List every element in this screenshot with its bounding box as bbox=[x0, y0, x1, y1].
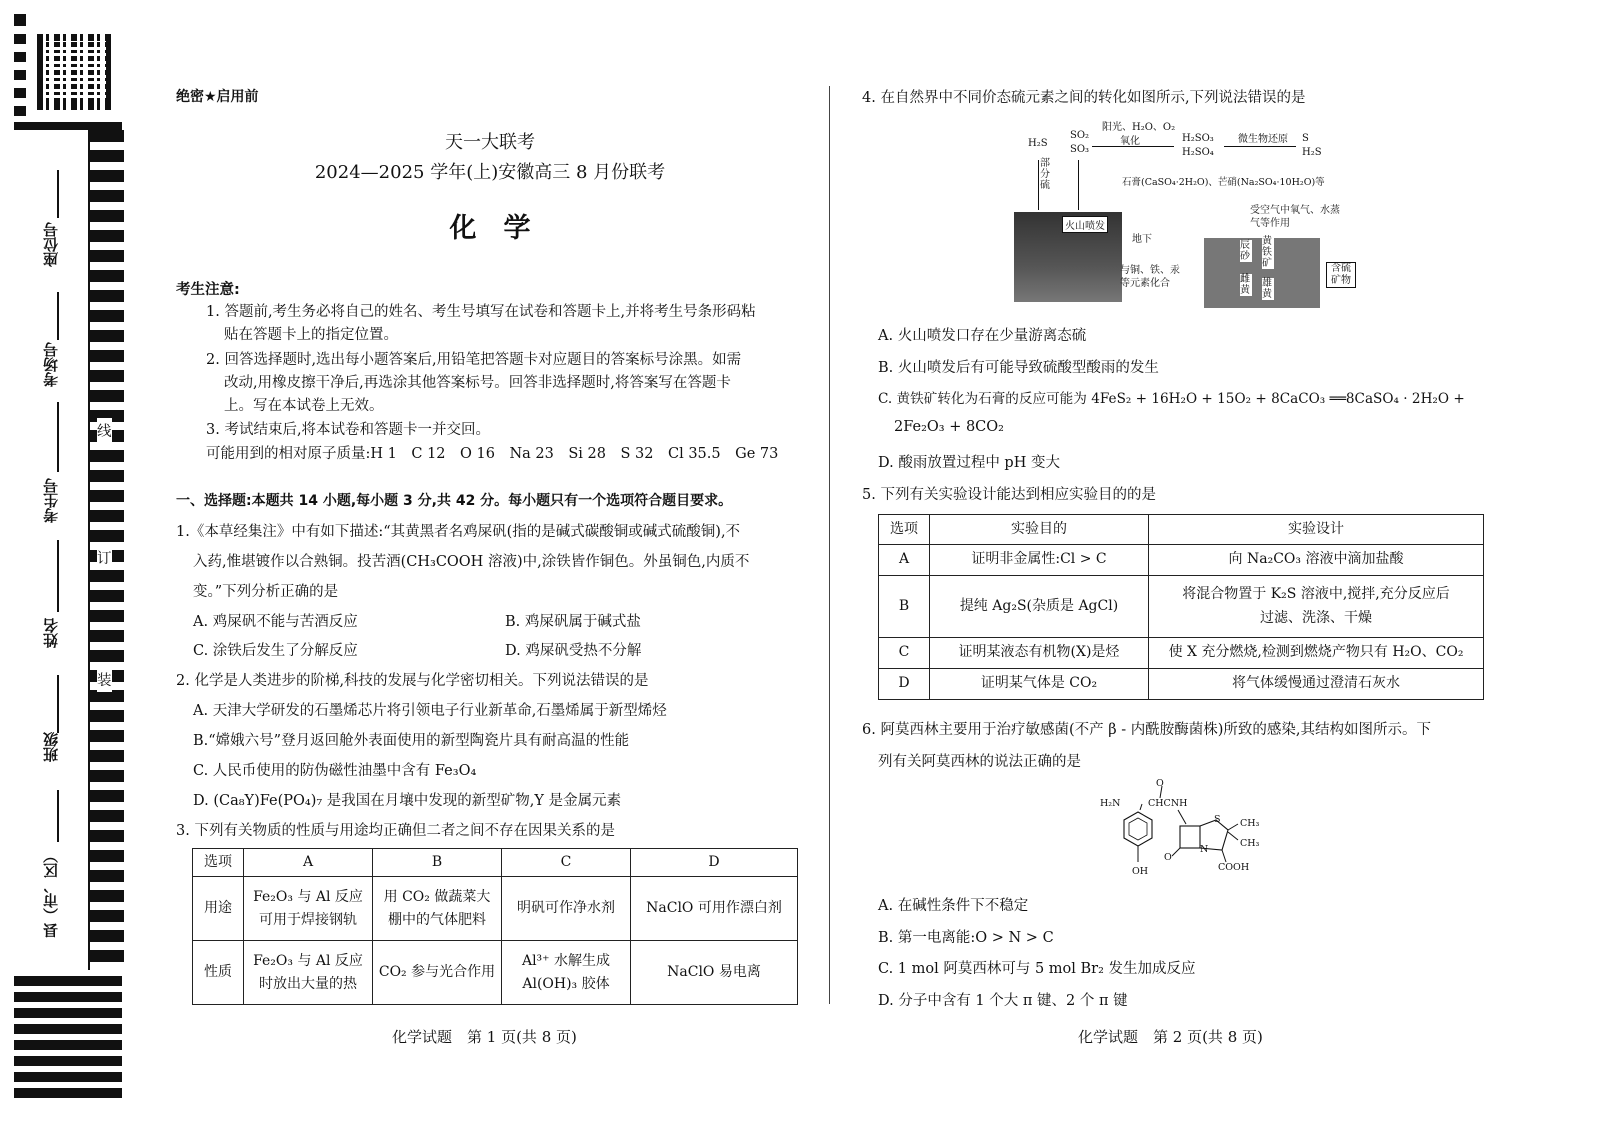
atom-s: S bbox=[1214, 814, 1221, 825]
atom-chcnh: CHCNH bbox=[1148, 798, 1188, 809]
q5-cell: 将气体缓慢通过澄清石灰水 bbox=[1149, 669, 1484, 700]
q4-option-c-cont: 2Fe₂O₃ + 8CO₂ bbox=[894, 419, 1004, 435]
footer-left: 化学试题 第 1 页(共 8 页) bbox=[392, 1028, 577, 1046]
org-title: 天一大联考 bbox=[445, 132, 535, 153]
q5-cell: 证明某液态有机物(X)是烃 bbox=[930, 638, 1149, 669]
q2-option-d: D. (Ca₈Y)Fe(PO₄)₇ 是我国在月壤中发现的新型矿物,Y 是金属元素 bbox=[193, 793, 622, 809]
name-label: 姓名 bbox=[42, 618, 60, 648]
atom-oh: OH bbox=[1132, 866, 1149, 877]
q3-cell: NaClO 可用作漂白剂 bbox=[631, 877, 798, 941]
q5-cell: 使 X 充分燃烧,检测到燃烧产物只有 H₂O、CO₂ bbox=[1149, 638, 1484, 669]
notice-line: 2. 回答选择题时,选出每小题答案后,用铅笔把答题卡对应题目的答案标号涂黑。如需 bbox=[206, 352, 742, 368]
page-divider bbox=[829, 86, 830, 1004]
arrow2-label: 微生物还原 bbox=[1238, 134, 1288, 145]
q5-stem: 5. 下列有关实验设计能达到相应实验目的的是 bbox=[862, 487, 1156, 503]
q5-table bbox=[878, 514, 1484, 700]
q1-option-b: B. 鸡屎矾属于碱式盐 bbox=[505, 614, 641, 630]
q3-cell: 性质 bbox=[193, 941, 244, 1005]
q4-option-d: D. 酸雨放置过程中 pH 变大 bbox=[878, 455, 1060, 471]
q5-header: 实验目的 bbox=[930, 515, 1149, 545]
h2s-left: H₂S bbox=[1028, 138, 1048, 149]
q3-cell: 用途 bbox=[193, 877, 244, 941]
underground: 地下 bbox=[1132, 234, 1152, 245]
cut-mark-xian: 线 bbox=[97, 418, 112, 443]
q1-line: 变。”下列分析正确的是 bbox=[193, 584, 339, 600]
q6-option-a: A. 在碱性条件下不稳定 bbox=[878, 898, 1029, 914]
q5-cell: C bbox=[879, 638, 930, 669]
minerals-label: 含硫矿物 bbox=[1326, 262, 1356, 288]
footer-right: 化学试题 第 2 页(共 8 页) bbox=[1078, 1028, 1263, 1046]
q5-cell: 提纯 Ag₂S(杂质是 AgCl) bbox=[930, 576, 1149, 638]
gypsum: 石膏(CaSO₄·2H₂O)、芒硝(Na₂SO₄·10H₂O)等 bbox=[1122, 177, 1325, 188]
mineral-4: 雄黄 bbox=[1262, 278, 1272, 300]
atom-n: N bbox=[1200, 844, 1209, 855]
q6-option-b: B. 第一电离能:O > N > C bbox=[878, 930, 1054, 946]
section-heading: 一、选择题:本题共 14 小题,每小题 3 分,共 42 分。每小题只有一个选项符合题目要求。 bbox=[176, 493, 733, 509]
q6-stem-cont: 列有关阿莫西林的说法正确的是 bbox=[878, 754, 1081, 770]
notice-line: 贴在答题卡上的指定位置。 bbox=[224, 327, 398, 343]
combine-label: 与铜、铁、汞等元素化合 bbox=[1120, 265, 1180, 289]
q5-header: 选项 bbox=[879, 515, 930, 545]
q1-option-d: D. 鸡屎矾受热不分解 bbox=[505, 643, 642, 659]
atom-ch3b: CH₃ bbox=[1240, 838, 1260, 849]
secret-mark: 绝密★启用前 bbox=[176, 89, 259, 105]
so2-so3: SO₂ SO₃ bbox=[1070, 130, 1090, 155]
q3-cell: NaClO 易电离 bbox=[631, 941, 798, 1005]
mineral-2: 黄铁矿 bbox=[1262, 236, 1272, 269]
q3-header: C bbox=[502, 849, 631, 877]
q4-stem: 4. 在自然界中不同价态硫元素之间的转化如图所示,下列说法错误的是 bbox=[862, 90, 1306, 106]
q5-cell: A bbox=[879, 545, 930, 576]
atomic-masses: 可能用到的相对原子质量:H 1 C 12 O 16 Na 23 Si 28 S 32 Cl 35.5 Ge 73 bbox=[206, 446, 779, 462]
qr-inner bbox=[44, 41, 106, 103]
atom-o2: O bbox=[1164, 852, 1172, 863]
q5-cell: 证明某气体是 CO₂ bbox=[930, 669, 1149, 700]
arrow-up-2 bbox=[1078, 160, 1079, 210]
q4-option-b: B. 火山喷发后有可能导致硫酸型酸雨的发生 bbox=[878, 360, 1159, 376]
q6-option-d: D. 分子中含有 1 个大 π 键、2 个 π 键 bbox=[878, 993, 1128, 1009]
q3-cell: CO₂ 参与光合作用 bbox=[373, 941, 502, 1005]
notice-line: 改动,用橡皮擦干净后,再选涂其他答案标号。回答非选择题时,将答案写在答题卡 bbox=[224, 375, 731, 391]
q1-option-a: A. 鸡屎矾不能与苦酒反应 bbox=[193, 614, 358, 630]
atom-cooh: COOH bbox=[1218, 862, 1250, 873]
volcano-label: 火山喷发 bbox=[1062, 216, 1108, 233]
q3-header: B bbox=[373, 849, 502, 877]
q3-cell: Fe₂O₃ 与 Al 反应可用于焊接钢轨 bbox=[244, 877, 373, 941]
binding-stripes-bottom bbox=[14, 976, 122, 1098]
partial-sulfur: 部分硫 bbox=[1040, 158, 1050, 191]
q5-header: 实验设计 bbox=[1149, 515, 1484, 545]
atom-o: O bbox=[1156, 778, 1164, 789]
q1-option-c: C. 涂铁后发生了分解反应 bbox=[193, 643, 358, 659]
room-line bbox=[57, 292, 59, 340]
seat-line bbox=[57, 170, 59, 218]
q3-cell: 明矾可作净水剂 bbox=[502, 877, 631, 941]
examinee-line bbox=[57, 402, 59, 472]
subject-title: 化 学 bbox=[449, 213, 531, 244]
q5-cell: 将混合物置于 K₂S 溶液中,搅拌,充分反应后过滤、洗涤、干燥 bbox=[1149, 576, 1484, 638]
q2-option-c: C. 人民币使用的防伪磁性油墨中含有 Fe₃O₄ bbox=[193, 763, 477, 779]
q2-stem: 2. 化学是人类进步的阶梯,科技的发展与化学密切相关。下列说法错误的是 bbox=[176, 673, 649, 689]
q2-option-b: B.“嫦娥六号”登月返回舱外表面使用的新型陶瓷片具有耐高温的性能 bbox=[193, 733, 630, 749]
mineral-1: 辰砂 bbox=[1240, 240, 1250, 262]
notice-title: 考生注意: bbox=[176, 282, 240, 298]
notice-line: 上。写在本试卷上无效。 bbox=[224, 398, 384, 414]
atom-ch3a: CH₃ bbox=[1240, 818, 1260, 829]
q4-option-c: C. 黄铁矿转化为石膏的反应可能为 4FeS₂ + 16H₂O + 15O₂ + 8CaCO₃ ══8CaSO₄ · 2H₂O + bbox=[878, 391, 1465, 407]
sulfur-cycle-diagram bbox=[1010, 112, 1360, 312]
arrow1-label-b: 氧化 bbox=[1120, 136, 1140, 147]
q6-stem: 6. 阿莫西林主要用于治疗敏感菌(不产 β - 内酰胺酶菌株)所致的感染,其结构如图所示。下 bbox=[862, 722, 1431, 738]
q3-stem: 3. 下列有关物质的性质与用途均正确但二者之间不存在因果关系的是 bbox=[176, 823, 615, 839]
arrow1-label: 阳光、H₂O、O₂ bbox=[1102, 122, 1176, 133]
class-line bbox=[57, 675, 59, 733]
mineral-3: 雌黄 bbox=[1240, 274, 1250, 296]
atom-h2n: H₂N bbox=[1100, 798, 1121, 809]
q1-line: 1.《本草经集注》中有如下描述:“其黄黑者名鸡屎矾(指的是碱式碳酸铜或碱式硫酸铜),不 bbox=[176, 524, 741, 540]
seat-label: 座位号 bbox=[42, 222, 60, 267]
county-line bbox=[57, 790, 59, 842]
notice-line: 3. 考试结束后,将本试卷和答题卡一并交回。 bbox=[206, 422, 491, 438]
class-label: 班级 bbox=[42, 732, 60, 762]
arrow-up bbox=[1038, 160, 1039, 210]
q3-cell: 用 CO₂ 做蔬菜大棚中的气体肥料 bbox=[373, 877, 502, 941]
q1-line: 入药,惟堪镀作以合熟铜。投苦酒(CH₃COOH 溶液)中,涂铁皆作铜色。外虽铜色,内质不 bbox=[193, 554, 750, 570]
q3-table bbox=[192, 848, 798, 1005]
q5-cell: D bbox=[879, 669, 930, 700]
q3-cell: Fe₂O₃ 与 Al 反应时放出大量的热 bbox=[244, 941, 373, 1005]
q3-cell: Al³⁺ 水解生成 Al(OH)₃ 胶体 bbox=[502, 941, 631, 1005]
weather-label: 受空气中氧气、水蒸气等作用 bbox=[1250, 205, 1340, 229]
name-line bbox=[57, 540, 59, 612]
q5-cell: 证明非金属性:Cl > C bbox=[930, 545, 1149, 576]
s-h2s: S H₂S bbox=[1302, 133, 1322, 158]
q5-cell: 向 Na₂CO₃ 溶液中滴加盐酸 bbox=[1149, 545, 1484, 576]
examinee-label: 考生号 bbox=[42, 478, 60, 523]
q3-header: D bbox=[631, 849, 798, 877]
h2so3-h2so4: H₂SO₃ H₂SO₄ bbox=[1182, 133, 1214, 158]
q6-option-c: C. 1 mol 阿莫西林可与 5 mol Br₂ 发生加成反应 bbox=[878, 961, 1196, 977]
q3-header: A bbox=[244, 849, 373, 877]
county-label: 县（市、区） bbox=[42, 848, 60, 938]
notice-line: 1. 答题前,考生务必将自己的姓名、考生号填写在试卷和答题卡上,并将考生号条形码粘 bbox=[206, 304, 756, 320]
cut-mark-ding: 订 bbox=[97, 545, 112, 570]
q2-option-a: A. 天津大学研发的石墨烯芯片将引领电子行业新革命,石墨烯属于新型烯烃 bbox=[193, 703, 667, 719]
cut-mark-zhuang: 装 bbox=[97, 667, 112, 692]
q3-header: 选项 bbox=[193, 849, 244, 877]
amoxicillin-structure bbox=[1100, 778, 1270, 882]
arrow2 bbox=[1224, 146, 1296, 147]
exam-title: 2024—2025 学年(上)安徽高三 8 月份联考 bbox=[314, 162, 666, 183]
room-label: 考场号 bbox=[42, 342, 60, 387]
q4-option-a: A. 火山喷发口存在少量游离态硫 bbox=[878, 328, 1087, 344]
q5-cell: B bbox=[879, 576, 930, 638]
